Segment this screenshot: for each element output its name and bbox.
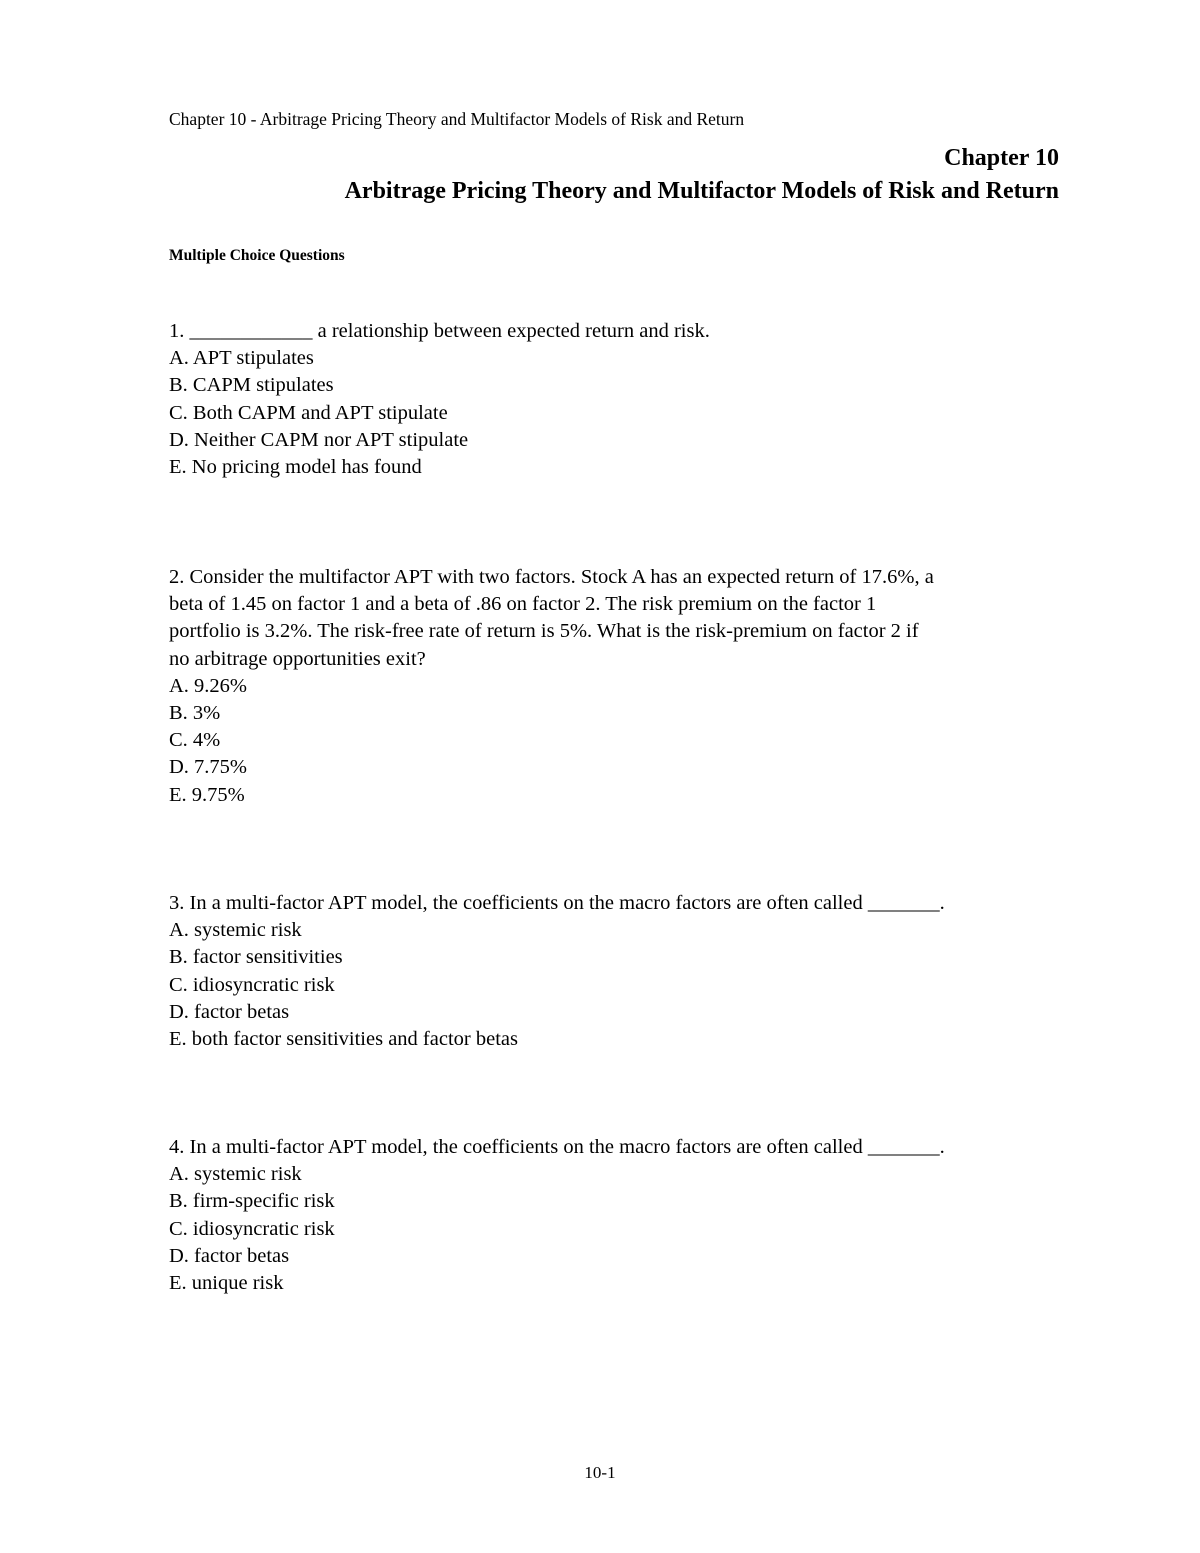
question-2-stem-line-3: portfolio is 3.2%. The risk-free rate of return is 5%. What is the risk-premium on factor 2 if bbox=[169, 620, 919, 643]
question-2-option-d: D. 7.75% bbox=[169, 756, 248, 779]
question-1-option-c: C. Both CAPM and APT stipulate bbox=[169, 401, 448, 424]
question-1-option-d: D. Neither CAPM nor APT stipulate bbox=[169, 428, 469, 451]
question-4-option-b: B. firm-specific risk bbox=[169, 1190, 335, 1213]
page-number: 10-1 bbox=[584, 1463, 616, 1482]
question-4-option-d: D. factor betas bbox=[169, 1244, 290, 1267]
running-header: Chapter 10 - Arbitrage Pricing Theory and Multifactor Models of Risk and Return bbox=[169, 109, 745, 129]
question-2-option-c: C. 4% bbox=[169, 729, 221, 752]
question-2-option-b: B. 3% bbox=[169, 702, 221, 725]
question-2-stem-line-4: no arbitrage opportunities exit? bbox=[169, 647, 426, 670]
question-4 bbox=[169, 1134, 1069, 1297]
question-4-option-e: E. unique risk bbox=[169, 1272, 284, 1295]
question-2-stem-line-2: beta of 1.45 on factor 1 and a beta of .86 on factor 2. The risk premium on the factor 1 bbox=[169, 593, 877, 616]
chapter-subtitle: Arbitrage Pricing Theory and Multifactor Models of Risk and Return bbox=[344, 178, 1059, 204]
question-2-stem-line-1: 2. Consider the multifactor APT with two factors. Stock A has an expected return of 17.6%, a bbox=[169, 566, 934, 588]
question-3 bbox=[169, 890, 1069, 1053]
question-1-option-a: A. APT stipulates bbox=[169, 347, 314, 370]
question-1-option-b: B. CAPM stipulates bbox=[169, 374, 334, 397]
section-heading: Multiple Choice Questions bbox=[169, 247, 345, 264]
question-2-option-a: A. 9.26% bbox=[169, 674, 248, 697]
question-3-option-a: A. systemic risk bbox=[169, 919, 302, 942]
question-3-option-b: B. factor sensitivities bbox=[169, 946, 343, 969]
question-3-option-d: D. factor betas bbox=[169, 1000, 290, 1023]
question-4-option-c: C. idiosyncratic risk bbox=[169, 1217, 335, 1240]
question-3-option-c: C. idiosyncratic risk bbox=[169, 973, 335, 996]
question-1-option-e: E. No pricing model has found bbox=[169, 456, 422, 479]
question-4-stem: 4. In a multi-factor APT model, the coefficients on the macro factors are often called _______. bbox=[169, 1136, 945, 1158]
question-3-option-e: E. both factor sensitivities and factor betas bbox=[169, 1028, 518, 1051]
question-4-option-a: A. systemic risk bbox=[169, 1163, 302, 1186]
chapter-title: Chapter 10 bbox=[944, 145, 1059, 171]
question-2-option-e: E. 9.75% bbox=[169, 783, 245, 806]
question-2 bbox=[169, 564, 1069, 809]
question-1 bbox=[169, 318, 1069, 481]
question-3-stem: 3. In a multi-factor APT model, the coefficients on the macro factors are often called _______. bbox=[169, 892, 945, 914]
question-1-stem: 1. ____________ a relationship between expected return and risk. bbox=[169, 320, 710, 342]
